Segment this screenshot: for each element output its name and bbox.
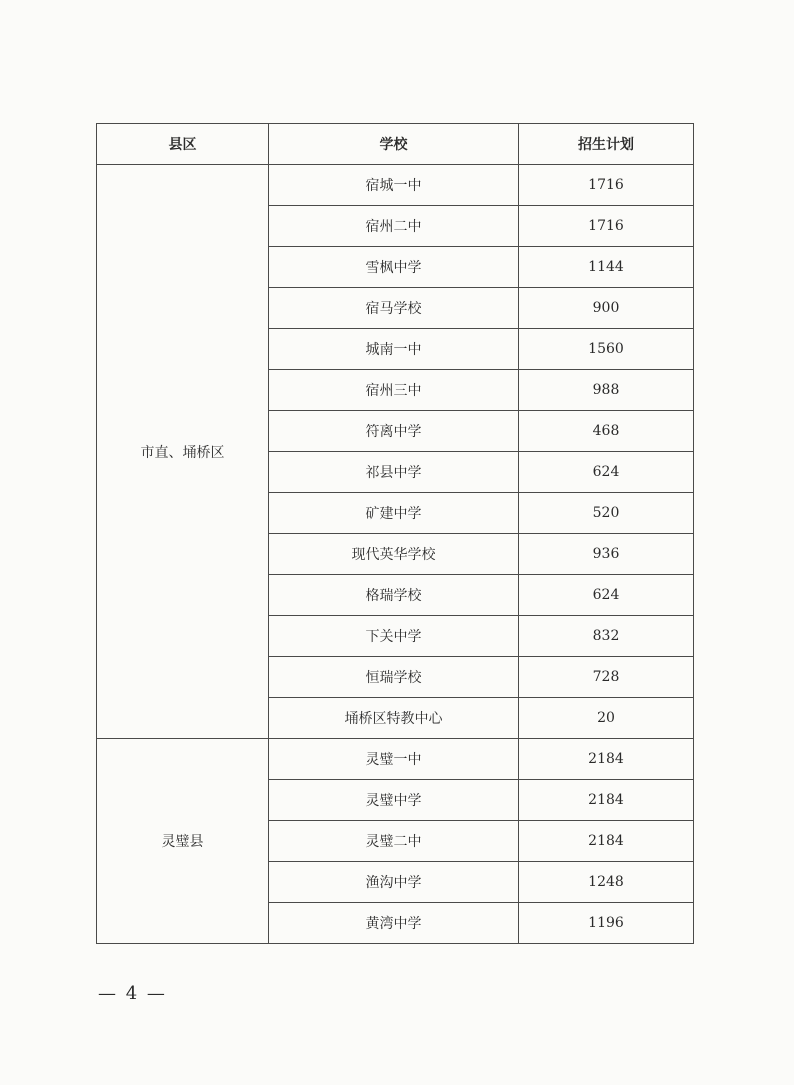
plan-cell: 624 xyxy=(519,452,694,493)
school-cell: 宿城一中 xyxy=(269,165,519,206)
school-cell: 灵璧二中 xyxy=(269,821,519,862)
plan-cell: 2184 xyxy=(519,739,694,780)
school-cell: 矿建中学 xyxy=(269,493,519,534)
plan-cell: 20 xyxy=(519,698,694,739)
school-cell: 黄湾中学 xyxy=(269,903,519,944)
plan-cell: 728 xyxy=(519,657,694,698)
school-cell: 灵璧中学 xyxy=(269,780,519,821)
plan-cell: 624 xyxy=(519,575,694,616)
plan-cell: 1196 xyxy=(519,903,694,944)
table-row xyxy=(97,739,694,780)
plan-cell: 1144 xyxy=(519,247,694,288)
plan-cell: 1248 xyxy=(519,862,694,903)
school-cell: 恒瑞学校 xyxy=(269,657,519,698)
school-cell: 渔沟中学 xyxy=(269,862,519,903)
district-cell: 灵璧县 xyxy=(97,739,269,944)
header-plan: 招生计划 xyxy=(519,124,694,165)
plan-cell: 468 xyxy=(519,411,694,452)
plan-cell: 988 xyxy=(519,370,694,411)
plan-cell: 900 xyxy=(519,288,694,329)
school-cell: 灵璧一中 xyxy=(269,739,519,780)
school-cell: 符离中学 xyxy=(269,411,519,452)
enrollment-plan-table xyxy=(96,123,694,944)
school-cell: 城南一中 xyxy=(269,329,519,370)
plan-cell: 2184 xyxy=(519,780,694,821)
plan-cell: 1560 xyxy=(519,329,694,370)
school-cell: 宿马学校 xyxy=(269,288,519,329)
plan-cell: 936 xyxy=(519,534,694,575)
plan-cell: 832 xyxy=(519,616,694,657)
header-district: 县区 xyxy=(97,124,269,165)
school-cell: 祁县中学 xyxy=(269,452,519,493)
table-body xyxy=(97,165,694,944)
school-cell: 宿州三中 xyxy=(269,370,519,411)
school-cell: 下关中学 xyxy=(269,616,519,657)
plan-cell: 1716 xyxy=(519,165,694,206)
plan-cell: 1716 xyxy=(519,206,694,247)
header-school: 学校 xyxy=(269,124,519,165)
district-cell: 市直、埇桥区 xyxy=(97,165,269,739)
table-header-row xyxy=(97,124,694,165)
school-cell: 格瑞学校 xyxy=(269,575,519,616)
school-cell: 宿州二中 xyxy=(269,206,519,247)
plan-cell: 2184 xyxy=(519,821,694,862)
page-number: — 4 — xyxy=(98,983,167,1004)
school-cell: 现代英华学校 xyxy=(269,534,519,575)
plan-cell: 520 xyxy=(519,493,694,534)
school-cell: 埇桥区特教中心 xyxy=(269,698,519,739)
table-row xyxy=(97,165,694,206)
school-cell: 雪枫中学 xyxy=(269,247,519,288)
